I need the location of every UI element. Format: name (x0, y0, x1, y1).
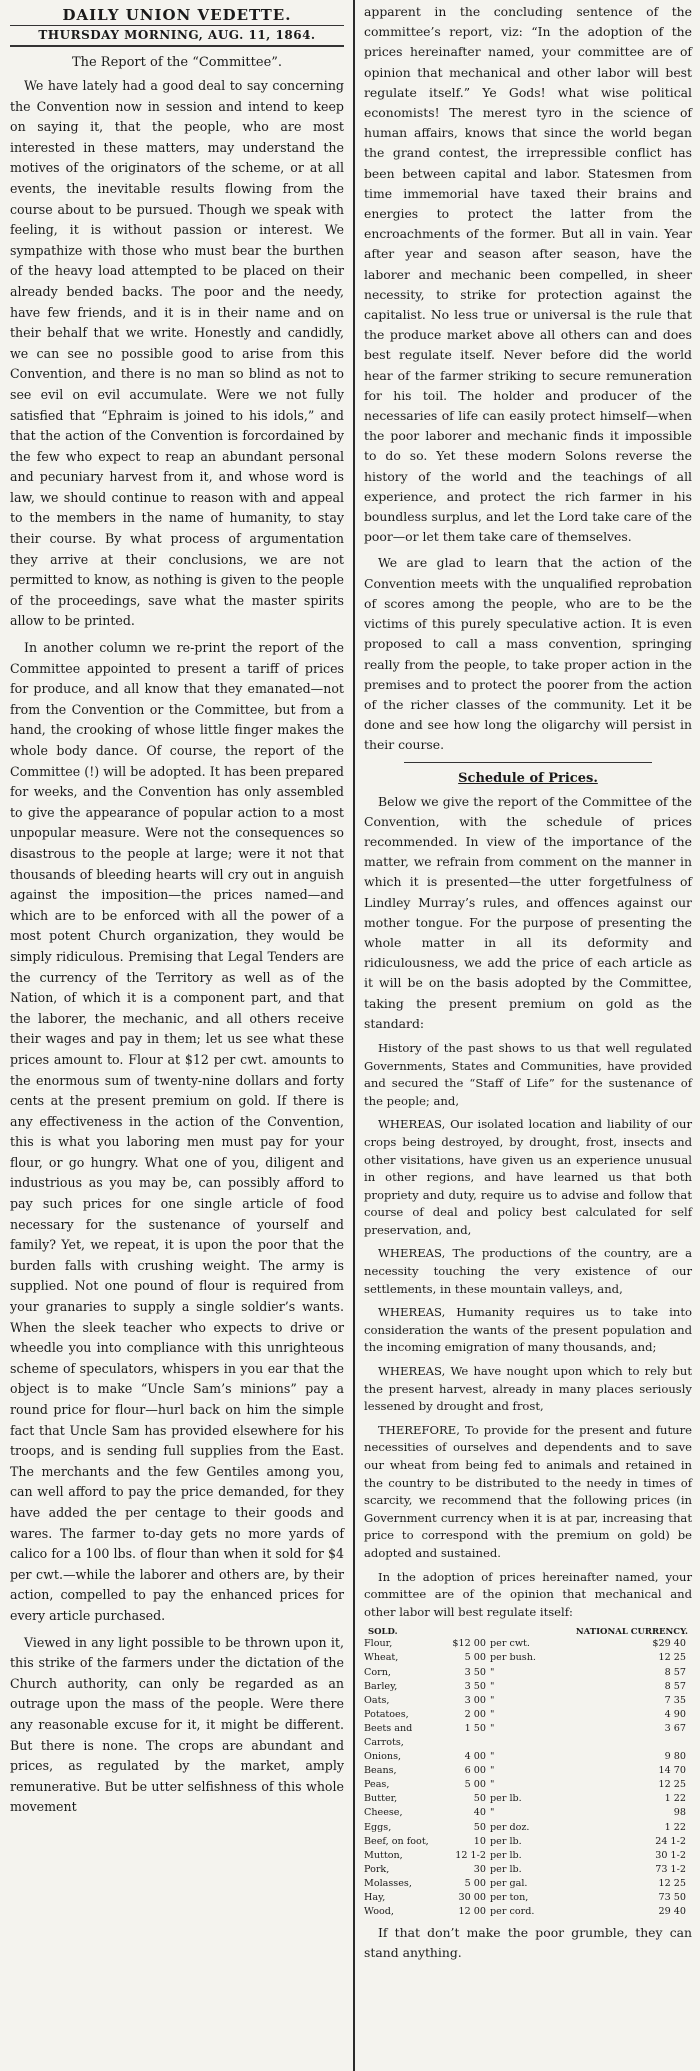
price-item: Wheat, (364, 1652, 399, 1664)
price-currency: 29 40 (658, 1906, 686, 1918)
price-sold: 40 (473, 1807, 486, 1819)
price-row (364, 1792, 692, 1806)
price-item: Eggs, (364, 1821, 392, 1833)
price-sold: 50 (473, 1821, 486, 1833)
price-row (364, 1764, 692, 1778)
price-item: Peas, (364, 1779, 390, 1791)
price-row (364, 1806, 692, 1820)
price-sold: 5 00 (464, 1877, 486, 1889)
article-paragraph: In another column we re-print the report of the Committee appointed to present a tariff of prices for produce, and all know that they emanated—not from the Convention or the Committee, but from a hand, the crooking of whose little finger makes the whole body dance. Of course, the report of the Committee (!) will be adopted. It has been prepared for weeks, and the Convention has only assembled to give the appearance of popular action to a most unpopular measure. Were not the consequences so disastrous to the people at large; were it not that thousands of bleeding hearts will cry out in anguish against the imposition—the prices named—and which are to be enforced with all the power of a most potent Church organization, they would be simply ridiculous. Premising that Legal Tenders are the currency of the Territory as well as of the Nation, of which it is a component part, and that the laborer, the mechanic, and all others receive their wages and pay in them; let us see what these prices amount to. Flour at $12 per cwt. amounts to the enormous sum of twenty-nine dollars and forty cents at the present premium on gold. If there is any effectiveness in the action of the Convention, this is what you laboring men must pay for your flour, or go hungry. What one of you, diligent and industrious as you may be, can possibly afford to pay such prices for one single article of food necessary for the sustenance of yourself and family? Yet, we repeat, it is upon the poor that the burden falls with crushing weight. The army is supplied. Not one pound of flour is required from your granaries to supply a single soldier’s wants. When the sleek teacher who expects to drive or wheedle you into compliance with this unrighteous scheme of speculators, whispers in you ear that the object is to make “Uncle Sam’s minions” pay a round price for flour—hurl back on him the simple fact that Uncle Sam has provided elsewhere for his troops, and is sending full supplies from the East. The merchants and the few Gentiles among you, can well afford to pay the price demanded, for they have added the per centage to their goods and wares. The farmer to-day gets no more yards of calico for a 100 lbs. of flour than when it sold for $4 per cwt.—while the laborer and others are, by their action, compelled to pay the enhanced prices for every article purchased. (10, 640, 344, 1623)
price-item: Hay, (364, 1892, 386, 1904)
price-item: Corn, (364, 1666, 391, 1678)
resolution-paragraph: History of the past shows to us that well regulated Governments, States and Communities, have provided and secured the “Staff of Life” for the sustenance of the people; and, (364, 1040, 692, 1108)
price-row (364, 1849, 692, 1863)
price-unit: " (490, 1765, 495, 1777)
price-table (364, 1637, 692, 1919)
price-unit: per doz. (490, 1821, 530, 1833)
resolution-paragraph: WHEREAS, The productions of the country, are a necessity touching the very existence of our settlements, in these mountain valleys, and, (364, 1246, 692, 1296)
currency-column-header: NATIONAL CURRENCY. (575, 1627, 688, 1638)
masthead: DAILY UNION VEDETTE. (10, 6, 344, 26)
price-item: Beans, (364, 1765, 397, 1777)
price-unit: " (490, 1722, 495, 1734)
price-unit: per lb. (490, 1863, 522, 1875)
price-unit: per lb. (490, 1835, 522, 1847)
price-row (364, 1651, 692, 1665)
price-row (364, 1680, 692, 1694)
price-currency: $29 40 (652, 1638, 686, 1650)
price-unit: per lb. (490, 1849, 522, 1861)
price-sold: 10 (473, 1835, 486, 1847)
price-unit: " (490, 1751, 495, 1763)
price-row (364, 1722, 692, 1750)
resolution-paragraph: THEREFORE, To provide for the present and future necessities of ourselves and dependents and to save our wheat from being fed to animals and retained in the country to be distributed to the needy in times of scarcity, we recommend that the following prices (in Government currency when it is at par, increasing that price to correspond with the premium on gold) be adopted and sustained. (364, 1422, 692, 1560)
price-row (364, 1821, 692, 1835)
price-sold: 4 00 (464, 1751, 486, 1763)
price-currency: 7 35 (664, 1694, 686, 1706)
price-unit: " (490, 1680, 495, 1692)
price-currency: 8 57 (664, 1666, 686, 1678)
price-sold: 30 00 (458, 1892, 486, 1904)
article-paragraph: We are glad to learn that the action of the Convention meets with the unqualified reprobation of scores among the people, who are to be the victims of this purely speculative action. It is even proposed to call a mass convention, springing really from the people, to take proper action in the premises and to protect the poorer from the action of the richer classes of the community. Let it be done and see how long the oligarchy will persist in their course. (364, 555, 692, 753)
price-row (364, 1708, 692, 1722)
price-item: Flour, (364, 1638, 393, 1650)
price-sold: 2 00 (464, 1708, 486, 1720)
price-unit: per cord. (490, 1906, 535, 1918)
column-rule (353, 0, 355, 2071)
price-row (364, 1891, 692, 1905)
price-sold: 6 00 (464, 1765, 486, 1777)
resolution-paragraph: WHEREAS, Our isolated location and liability of our crops being destroyed, by drought, frost, insects and other visitations, have given us an experience unusual in other regions, and have learned us that both propriety and duty, require us to advise and follow that course of deal and policy best calculated for self preservation, and, (364, 1117, 692, 1237)
price-row (364, 1905, 692, 1919)
price-currency: 73 50 (658, 1892, 686, 1904)
price-sold: 12 1-2 (455, 1849, 486, 1861)
price-unit: per lb. (490, 1793, 522, 1805)
price-currency: 14 70 (658, 1765, 686, 1777)
price-item: Onions, (364, 1751, 402, 1763)
price-row (364, 1637, 692, 1651)
price-sold: 12 00 (458, 1906, 486, 1918)
price-item: Mutton, (364, 1849, 403, 1861)
price-currency: 73 1-2 (655, 1863, 686, 1875)
price-row (364, 1877, 692, 1891)
price-item: Barley, (364, 1680, 398, 1692)
sold-column-header: SOLD. (368, 1627, 398, 1638)
price-currency: 3 67 (664, 1722, 686, 1734)
resolution-paragraph: WHEREAS, Humanity requires us to take into consideration the wants of the present population and the incoming emigration of many thousands, and; (364, 1305, 692, 1355)
price-unit: per cwt. (490, 1638, 530, 1650)
price-currency: 9 80 (664, 1751, 686, 1763)
price-item: Molasses, (364, 1877, 412, 1889)
price-unit: " (490, 1807, 495, 1819)
price-unit: per gal. (490, 1877, 528, 1889)
price-sold: 5 00 (464, 1779, 486, 1791)
price-currency: 24 1-2 (655, 1835, 686, 1847)
price-currency: 98 (673, 1807, 686, 1819)
price-unit: " (490, 1694, 495, 1706)
article-paragraph: Viewed in any light possible to be thrown upon it, this strike of the farmers under the dictation of the Church authority, can only be regarded as an outrage upon the mass of the people. Were there any reasonable excuse for it, it might be different. But there is none. The crops are abundant and prices, as regulated by the market, amply remunerative. But be utter selfishness of this whole movement (10, 1634, 344, 1815)
divider (404, 762, 652, 763)
price-sold: 30 (473, 1863, 486, 1875)
resolution-paragraph: WHEREAS, We have nought upon which to rely but the present harvest, already in many places seriously lessened by drought and frost, (364, 1364, 692, 1414)
closing-remark: If that don’t make the poor grumble, they can stand anything. (364, 1925, 692, 1961)
price-sold: 3 00 (464, 1694, 486, 1706)
price-sold: 3 50 (464, 1680, 486, 1692)
price-row (364, 1694, 692, 1708)
price-item: Wood, (364, 1906, 394, 1918)
price-item: Oats, (364, 1694, 390, 1706)
price-item: Beef, on foot, (364, 1835, 429, 1847)
price-currency: 12 25 (658, 1652, 686, 1664)
price-unit: " (490, 1779, 495, 1791)
price-sold: 50 (473, 1793, 486, 1805)
price-table-header (364, 1627, 692, 1637)
price-row (364, 1863, 692, 1877)
price-sold: 1 50 (464, 1722, 486, 1734)
price-unit: " (490, 1708, 495, 1720)
right-column (356, 0, 700, 2071)
price-item: Beets and Carrots, (364, 1722, 413, 1749)
price-row (364, 1750, 692, 1764)
article-headline: The Report of the “Committee”. (71, 55, 283, 70)
price-item: Butter, (364, 1793, 398, 1805)
price-currency: 1 22 (664, 1821, 686, 1833)
article-paragraph: We have lately had a good deal to say concerning the Convention now in session and intend to keep on saying it, that the people, who are most interested in these matters, may understand the motives of the originators of the scheme, or at all events, the inevitable results flowing from the course about to be pursued. Though we speak with feeling, it is without passion or interest. We sympathize with those who must bear the burthen of the heavy load attempted to be placed on their already bended backs. The poor and the needy, have few friends, and it is in their name and on their behalf that we write. Honestly and candidly, we can see no possible good to arise from this Convention, and there is no man so blind as not to see evil on evil accumulate. Were we not fully satisfied that “Ephraim is joined to his idols,” and that the action of the Convention is forcordained by the few who expect to reap an abundant personal and pecuniary harvest from it, and whose word is law, we should continue to reason with and appeal to the members in the name of humanity, to stay their course. By what process of argumentation they arrive at their conclusions, we are not permitted to know, as nothing is given to the people of the proceedings, save what the master spirits allow to be printed. (10, 78, 344, 629)
price-item: Potatoes, (364, 1708, 409, 1720)
price-currency: 8 57 (664, 1680, 686, 1692)
price-sold: 5 00 (464, 1652, 486, 1664)
price-currency: 30 1-2 (655, 1849, 686, 1861)
price-item: Pork, (364, 1863, 390, 1875)
price-sold: 3 50 (464, 1666, 486, 1678)
dateline: THURSDAY MORNING, AUG. 11, 1864. (10, 26, 344, 47)
price-unit: per bush. (490, 1652, 536, 1664)
price-sold: $12 00 (452, 1638, 486, 1650)
article-paragraph: apparent in the concluding sentence of the committee’s report, viz: “In the adoption of the prices hereinafter named, your committee are of opinion that mechanical and other labor will best regulate itself.” Ye Gods! what wise political economists! The merest tyro in the science of human affairs, knows that since the world began the grand contest, the irrepressible conflict has been between capital and labor. Statesmen from time immemorial have taxed their brains and energies to protect the latter from the encroachments of the former. But all in vain. Year after year and season after season, have the laborer and mechanic been compelled, in sheer necessity, to strike for protection against the capitalist. No less true or universal is the rule that the produce market above all others can and does best regulate itself. Never before did the world hear of the farmer striking to secure remuneration for his toil. The holder and producer of the necessaries of life can easily protect himself—when the poor laborer and mechanic finds it impossible to do so. Yet these modern Solons reverse the history of the world and the teachings of all experience, and protect the rich farmer in his boundless surplus, and let the Lord take care of the poor—or let them take care of themselves. (364, 4, 692, 545)
price-item: Cheese, (364, 1807, 403, 1819)
price-currency: 12 25 (658, 1877, 686, 1889)
price-unit: " (490, 1666, 495, 1678)
schedule-headline: Schedule of Prices. (458, 770, 598, 786)
price-currency: 1 22 (664, 1793, 686, 1805)
price-currency: 4 90 (664, 1708, 686, 1720)
price-row (364, 1778, 692, 1792)
schedule-intro: Below we give the report of the Committee of the Convention, with the schedule of prices recommended. In view of the importance of the matter, we refrain from comment on the manner in which it is presented—the utter forgetfulness of Lindley Murray’s rules, and offences against our mother tongue. For the purpose of presenting the whole matter in all its deformity and ridiculousness, we add the price of each article as it will be on the basis adopted by the Committee, taking the present premium on gold as the standard: (364, 793, 692, 1031)
price-currency: 12 25 (658, 1779, 686, 1791)
price-unit: per ton, (490, 1892, 529, 1904)
price-row (364, 1835, 692, 1849)
resolution-paragraph: In the adoption of prices hereinafter named, your committee are of the opinion that mechanical and other labor will best regulate itself: (364, 1569, 692, 1619)
price-row (364, 1666, 692, 1680)
